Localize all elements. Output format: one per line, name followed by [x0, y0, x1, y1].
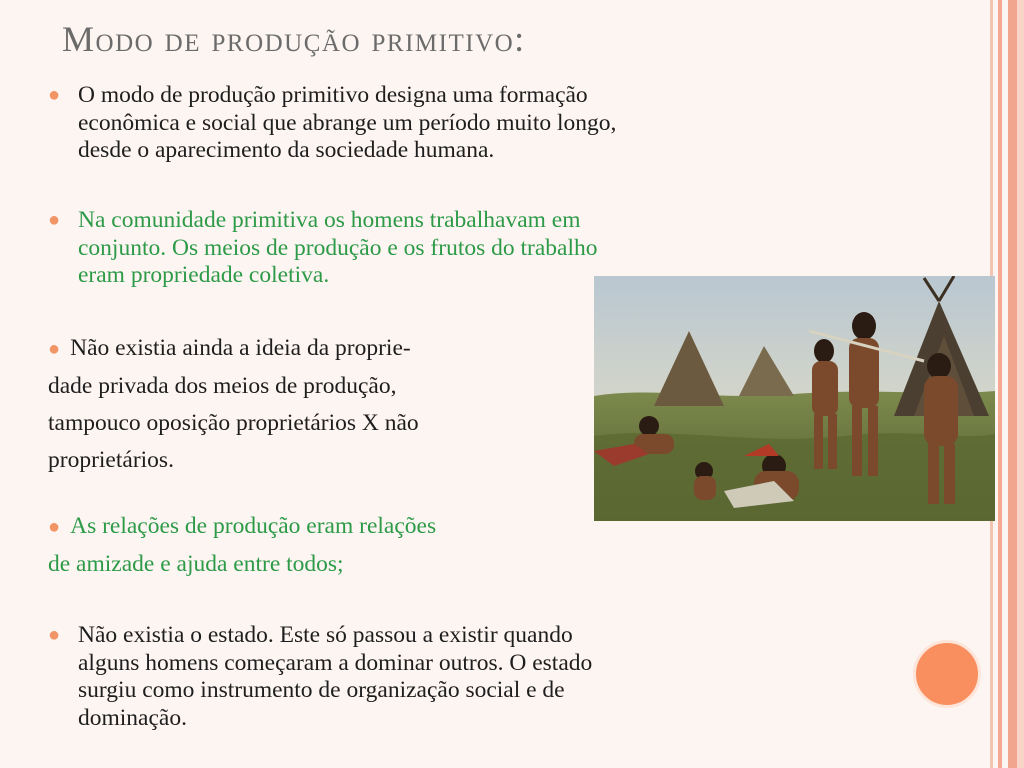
bullet-line: surgiu como instrumento de organização social e de	[78, 677, 565, 703]
bullet-line: Não existia o estado. Este só passou a existir quando	[78, 622, 573, 648]
circle-bullet-icon: ●	[48, 84, 61, 106]
circle-bullet-icon: ●	[48, 209, 61, 231]
bullet-line: econômica e social que abrange um período muito longo,	[78, 109, 617, 136]
bullet-line: eram propriedade coletiva.	[78, 262, 330, 288]
bullet-4	[48, 508, 436, 583]
circle-bullet-icon: ●	[48, 516, 61, 538]
slide-title: Modo de produção primitivo:	[62, 19, 526, 59]
bullet-line: proprietários.	[48, 447, 174, 473]
bullet-1	[48, 82, 616, 165]
bullet-2	[48, 207, 598, 290]
bullet-line: alguns homens começaram a dominar outros. O estado	[78, 649, 593, 676]
circle-bullet-icon: ●	[48, 624, 61, 646]
bullet-5	[48, 622, 592, 732]
bullet-line: O modo de produção primitivo designa uma formação	[78, 82, 588, 108]
circle-bullet-icon: ●	[48, 338, 61, 360]
bullet-line: conjunto. Os meios de produção e os frutos do trabalho	[78, 234, 598, 261]
decorative-circle	[913, 640, 981, 708]
bullet-line: dominação.	[78, 704, 187, 731]
bullet-line: dade privada dos meios de produção,	[48, 373, 397, 399]
bullet-3	[48, 330, 419, 479]
bullet-line: de amizade e ajuda entre todos;	[48, 551, 344, 577]
bullet-line: tampouco oposição proprietários X não	[48, 410, 419, 436]
bullet-line: Não existia ainda a ideia da proprie-	[70, 335, 411, 361]
bullet-line: desde o aparecimento da sociedade humana.	[78, 137, 495, 163]
bullet-line: Na comunidade primitiva os homens trabalhavam em	[78, 207, 581, 233]
primitive-community-illustration	[594, 276, 995, 521]
bullet-line: As relações de produção eram relações	[70, 513, 437, 539]
